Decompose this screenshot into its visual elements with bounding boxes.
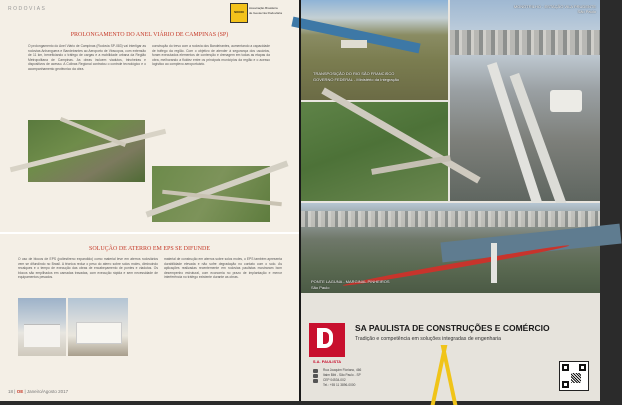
road-aerial-photo-2 (152, 166, 270, 222)
contact-icons (313, 369, 319, 383)
photo1-subcaption: São Paulo (577, 9, 596, 14)
company-logo-text: S.A. PAULISTA (312, 359, 342, 364)
abg-badge: SOCIO Associação Brasileira de Geotecnia Rodoviária (230, 3, 290, 22)
bridge-photo (301, 203, 600, 293)
road-lines-graphic (419, 345, 465, 401)
sa-paulista-ad (301, 293, 600, 401)
ad-phone: Tel.: +55 11 3896-0000 (323, 383, 356, 387)
qr-code (559, 361, 589, 391)
article-1-col1: O prolongamento do Anel Viário de Campinas (Rodovia SP-083) vai interligar as rodovias Anhanguera e Bandeirantes ao Aeroporto de Viracopos, com extensão de 11 km, beneficiando o tráfego de cargas e a mobilidade urbana da Região Metropolitana de Campinas. As obras incluem viadutos, trincheiras e dispositivos de acesso. A Colinas Regional contratou o controle tecnológico e o acompanhamento geotécnico da obra. (28, 44, 146, 71)
magazine-name: OE (16, 389, 24, 394)
left-footer: 18 | OE | Janeiro/Agosto 2017 (8, 389, 69, 394)
eps-blocks-photo-2 (68, 298, 128, 356)
company-name: SA PAULISTA DE CONSTRUÇÕES E COMÉRCIO (355, 323, 550, 333)
road-aerial-photo-1 (28, 120, 145, 182)
article-2-col2: material de construção em aterros sobre solos moles, o EPS também apresenta durabilidade elevada e não sofre degradação no contato com o solo. As aplicações realizadas recentemente em rodovias paulistas mostraram bom desempenho estrutural, com economia no prazo de implantação e menor interferência no tráfego existente durante as obras. (164, 257, 282, 280)
page-number: 18 (8, 389, 14, 394)
photo4-caption: PONTE LAGUNA - MARGINAL PINHEIROS (311, 279, 390, 284)
photo2-caption: TRANSPOSIÇÃO DO RIO SÃO FRANCISCO (313, 71, 395, 76)
highway-photo (301, 102, 448, 201)
article-1-title: PROLONGAMENTO DO ANEL VIÁRIO DE CAMPINAS (SP) (70, 32, 229, 38)
eps-blocks-photo-1 (18, 298, 66, 356)
issue-date: Janeiro/Agosto 2017 (26, 389, 69, 394)
monorail-photo (450, 0, 600, 201)
section-header: RODOVIAS (8, 6, 47, 12)
right-page (301, 0, 600, 401)
left-page (0, 0, 299, 401)
article-2-title: SOLUÇÃO DE ATERRO EM EPS SE DIFUNDE (88, 246, 210, 252)
ad-address-line-2: Itaim Bibi - São Paulo - SP (323, 373, 361, 377)
article-2-col1: O uso de blocos de EPS (poliestireno expandido) como material leve em aterros rodoviários vem se difundindo no Brasil. A técnica reduz o peso do aterro sobre solos moles, diminuindo recalques e o tempo de execução das obras de encabeçamento de pontes e viadutos. Os blocos são empilhados em camadas travadas, com execução rápida e sem necessidade de equipamentos pesados. (18, 257, 158, 280)
article-divider (0, 232, 299, 234)
photo4-subcaption: São Paulo (311, 285, 330, 290)
contact-block (323, 368, 361, 388)
ad-address-line-1: Rua Joaquim Floriano, 466 (323, 368, 362, 372)
company-logo (309, 323, 345, 357)
article-1-col2: construção do trevo com a rodovia dos Bandeirantes, aumentando a capacidade de tráfego da região. Com o objetivo de atender à segurança dos usuários, foram executados elementos de contenção e drenagem em todas as etapas da obra, melhorando a fluidez entre os principais municípios da região e o acesso logístico ao complexo aeroportuário. (152, 44, 270, 67)
ad-address-line-3: CEP 04534-002 (323, 378, 346, 382)
canal-photo (301, 0, 448, 100)
photo1-caption: MONOTRILHO - ESTAÇÃO VILA PRUDENTE (513, 4, 596, 9)
photo2-subcaption: GOVERNO FEDERAL - Ministério da Integração (313, 77, 400, 82)
page-spine (299, 0, 301, 401)
article-1-col1-lower (28, 185, 146, 213)
abg-logo: SOCIO (230, 3, 248, 23)
article-2-col1-lower (18, 358, 158, 386)
company-tagline: Tradição e competência em soluções integradas de engenharia (355, 336, 502, 342)
